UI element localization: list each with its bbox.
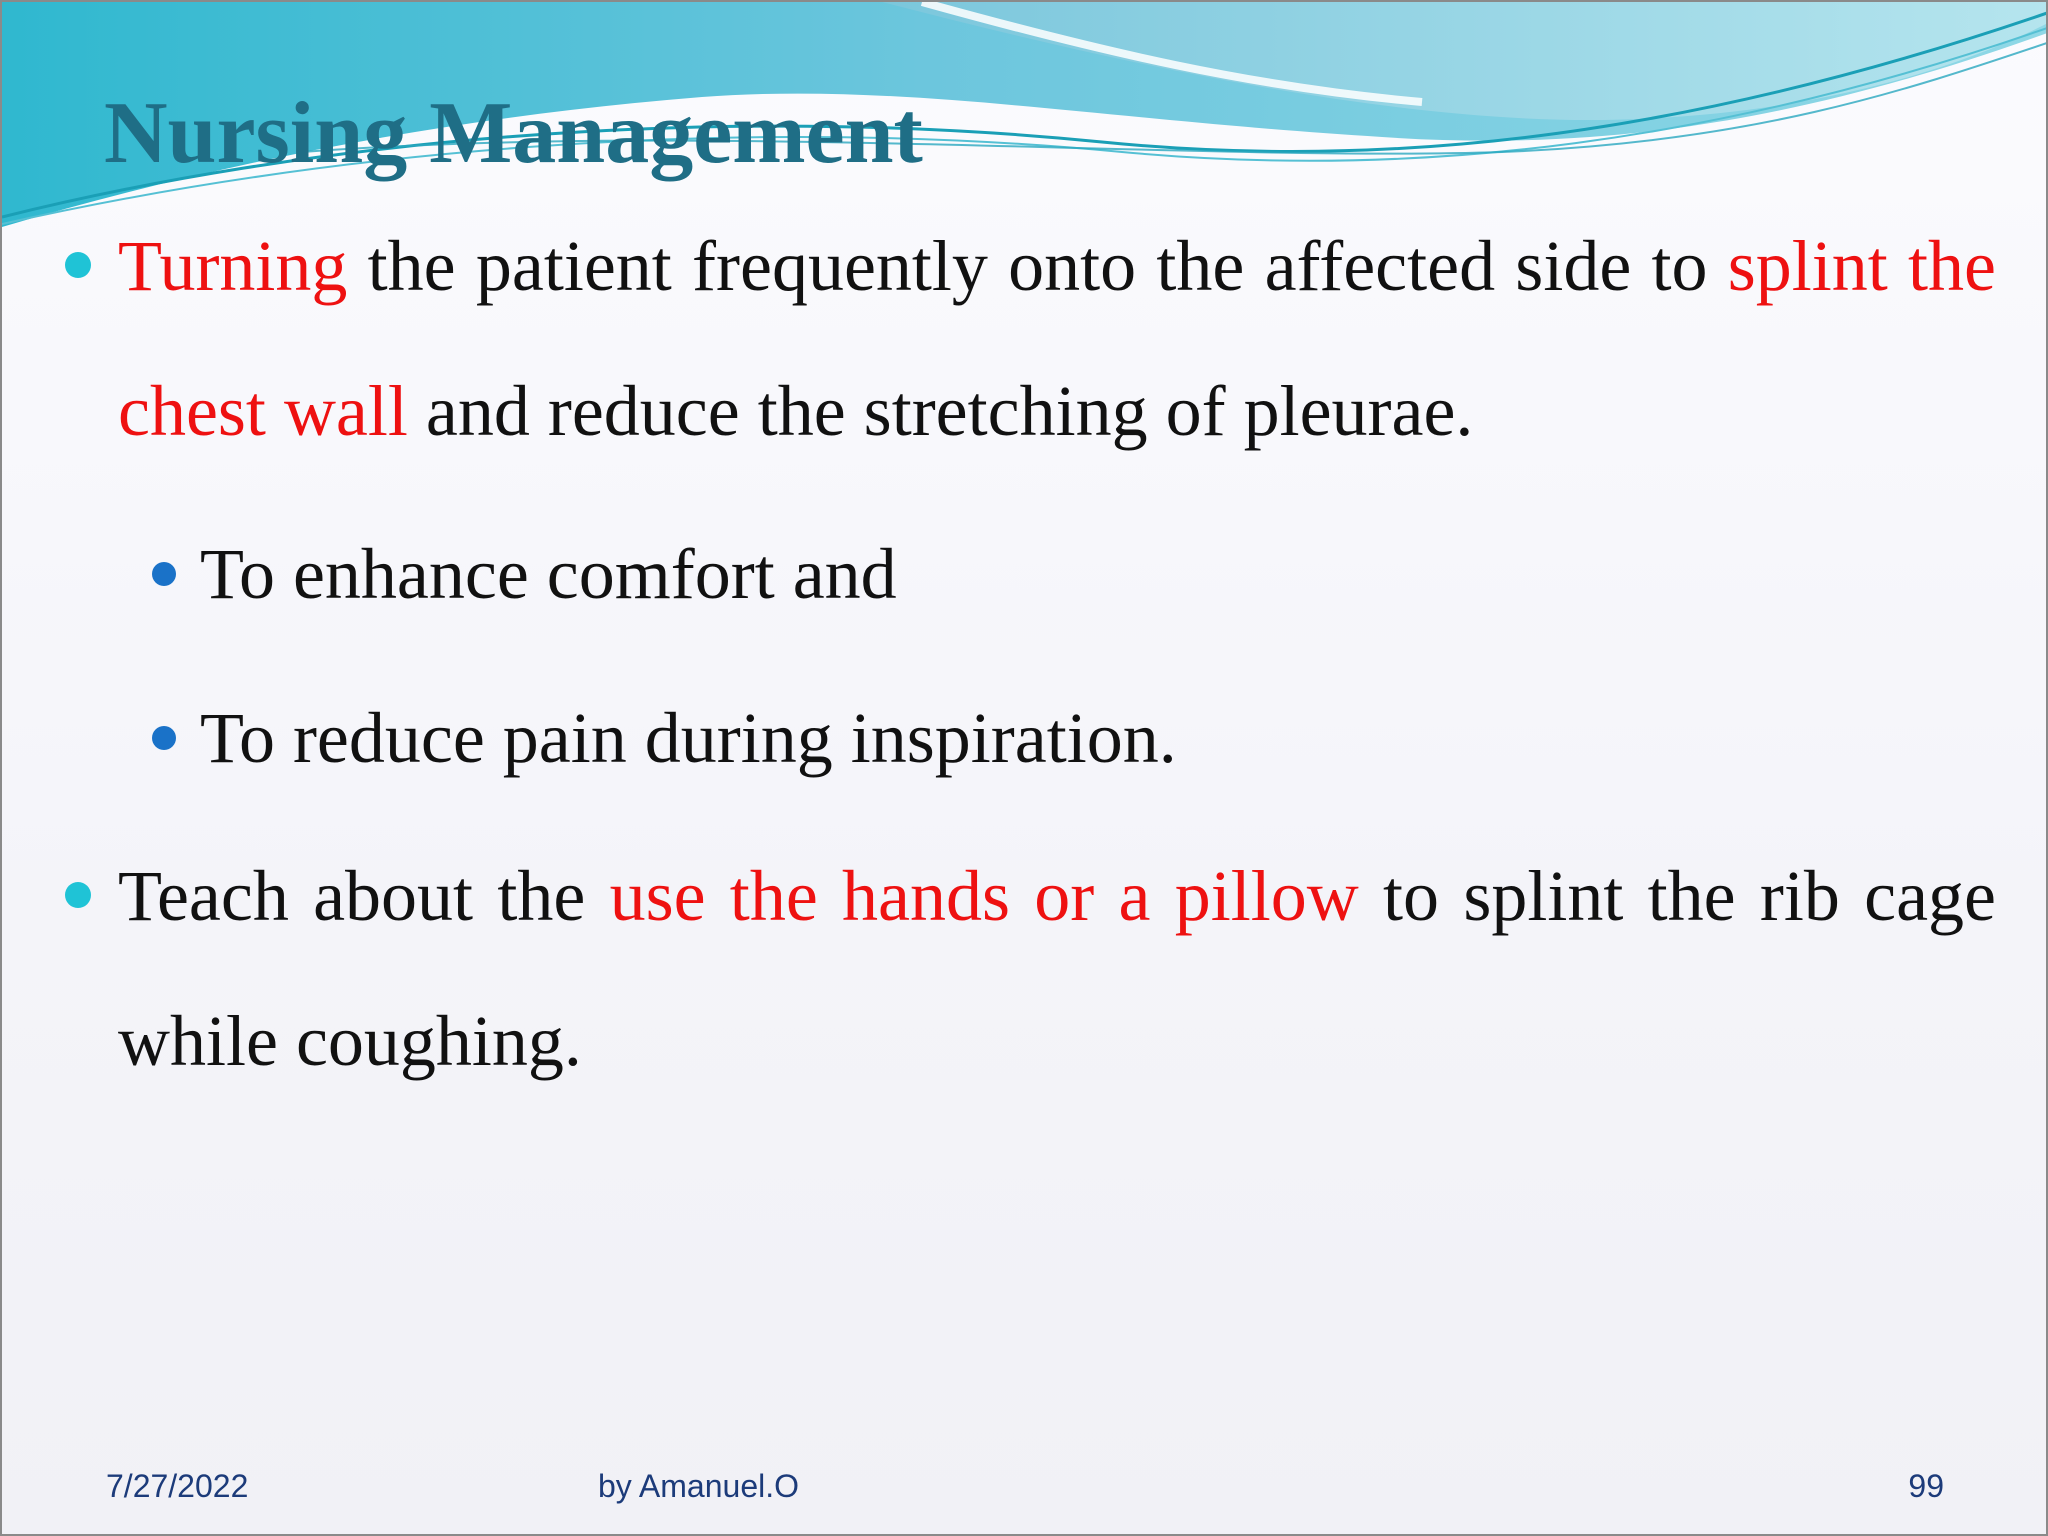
- bullet-dot-icon: [65, 882, 91, 908]
- footer-date: 7/27/2022: [106, 1468, 249, 1504]
- bullet-text: Teach about the: [118, 856, 610, 936]
- bullet-text: to splint the rib cage while coughing.: [118, 856, 1996, 1081]
- bullet-text: and reduce the stretching of pleurae.: [407, 371, 1474, 451]
- sub-bullet-item: To reduce pain during inspiration.: [200, 698, 1177, 778]
- emphasis-text: Turning: [118, 226, 348, 306]
- sub-bullet-dot-icon: [152, 726, 176, 750]
- slide-title: Nursing Management: [104, 85, 923, 182]
- footer-author: by Amanuel.O: [598, 1468, 799, 1504]
- footer-page-number: 99: [1908, 1468, 1944, 1504]
- sub-bullet-dot-icon: [152, 562, 176, 586]
- emphasis-text: use the hands or a pillow: [609, 856, 1359, 936]
- bullet-text: the patient frequently onto the affected side to: [347, 226, 1728, 306]
- sub-bullet-item: To enhance comfort and: [200, 534, 897, 614]
- emphasis-text: splint the chest wall: [118, 226, 1996, 451]
- bullet-item-teach: [118, 824, 1996, 1114]
- bullet-dot-icon: [65, 252, 91, 278]
- bullet-item-turning: [118, 194, 1996, 484]
